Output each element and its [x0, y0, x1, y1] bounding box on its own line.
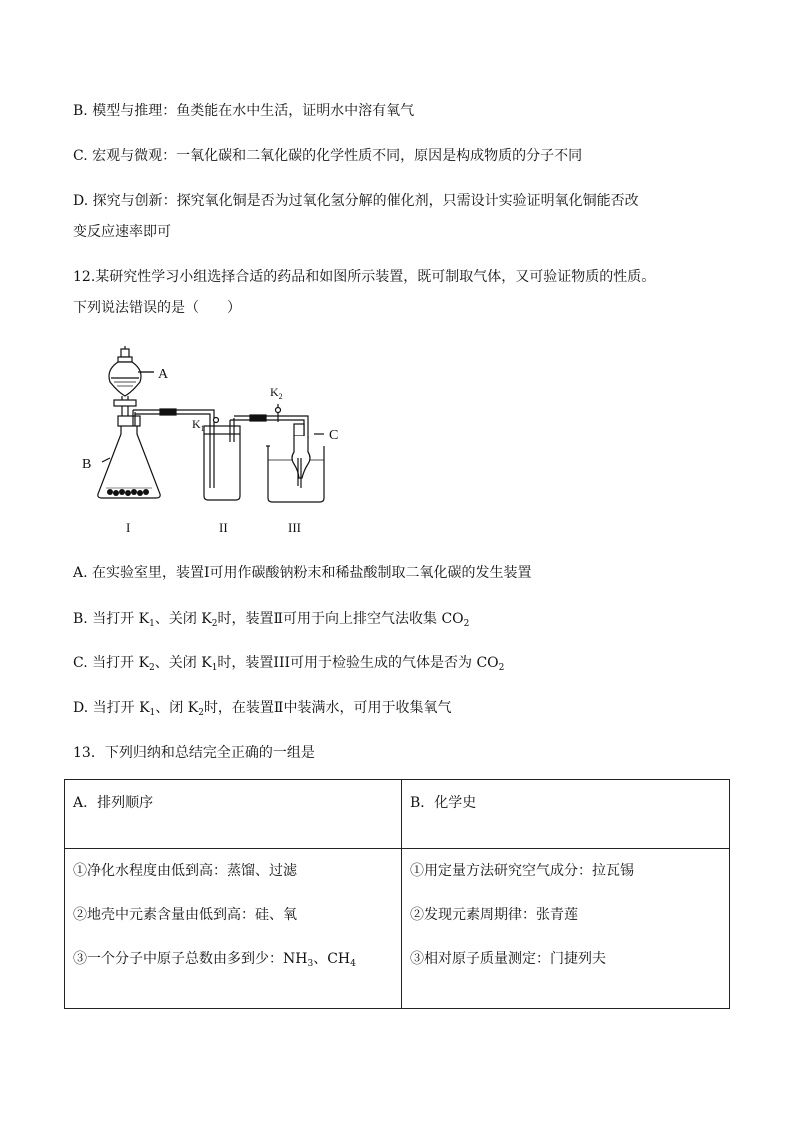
q13-a-item2: ②地壳中元素含量由低到高：硅、氧 — [73, 907, 297, 923]
q11-option-b: B. 模型与推理：鱼类能在水中生活，证明水中溶有氧气 — [73, 103, 415, 119]
label-B: B — [82, 457, 92, 472]
q13-table — [64, 779, 730, 1009]
q13-cell-a — [65, 849, 402, 1009]
label-III: III — [288, 520, 301, 535]
q13-a-item3: ③一个分子中原子总数由多到少：$NH_3$、$CH_4$ — [73, 951, 356, 969]
q13-cell-b — [402, 849, 730, 1009]
q12-option-d: D. 当打开 $K_1$、闭 $K_2$时，在装置Ⅱ中装满水，可用于收集氧气 — [73, 700, 452, 718]
q12-option-a: A. 在实验室里，装置Ⅰ可用作碳酸钠粉末和稀盐酸制取二氧化碳的发生装置 — [73, 565, 532, 581]
q13-header-a: A．排列顺序 — [65, 780, 402, 849]
q13-stem: 13．下列归纳和总结完全正确的一组是 — [73, 745, 315, 761]
q13-header-b: B．化学史 — [402, 780, 730, 849]
label-C: C — [329, 428, 339, 443]
connecting-tube-1 — [133, 409, 214, 416]
gas-bottle-II — [204, 416, 240, 500]
q12-stem-line2: 下列说法错误的是（ ） — [73, 300, 241, 316]
q13-b-item2: ②发现元素周期律：张青莲 — [410, 907, 578, 923]
label-K2: $K_2$ — [270, 385, 283, 401]
apparatus-figure — [80, 338, 370, 548]
q11-option-c: C. 宏观与微观：一氧化碳和二氧化碳的化学性质不同，原因是构成物质的分子不同 — [73, 148, 583, 164]
q13-b-item3: ③相对原子质量测定：门捷列夫 — [410, 951, 606, 967]
label-A: A — [158, 367, 169, 382]
q12-option-b: B. 当打开 $K_1$、关闭 $K_2$时，装置Ⅱ可用于向上排空气法收集 $CO_2$ — [73, 611, 470, 629]
beaker-III — [266, 424, 324, 502]
solid-reagent — [107, 489, 149, 496]
q13-b-item1: ①用定量方法研究空气成分：拉瓦锡 — [410, 863, 634, 879]
q13-a-item1: ①净化水程度由低到高：蒸馏、过滤 — [73, 863, 297, 879]
separatory-funnel — [109, 346, 154, 416]
q12-option-c: C. 当打开 $K_2$、关闭 $K_1$时，装置III可用于检验生成的气体是否为 $CO_2$ — [73, 655, 505, 673]
q11-option-d-line1: D. 探究与创新：探究氧化铜是否为过氧化氢分解的催化剂，只需设计实验证明氧化铜能否改 — [73, 193, 639, 209]
label-K1: $K_1$ — [192, 417, 205, 433]
q12-stem-line1: 12.某研究性学习小组选择合适的药品和如图所示装置，既可制取气体，又可验证物质的性质。 — [73, 269, 656, 285]
label-I: I — [126, 520, 131, 535]
erlenmeyer-flask-I — [98, 410, 160, 498]
q11-option-d-line2: 变反应速率即可 — [73, 224, 171, 240]
label-II: II — [219, 520, 228, 535]
